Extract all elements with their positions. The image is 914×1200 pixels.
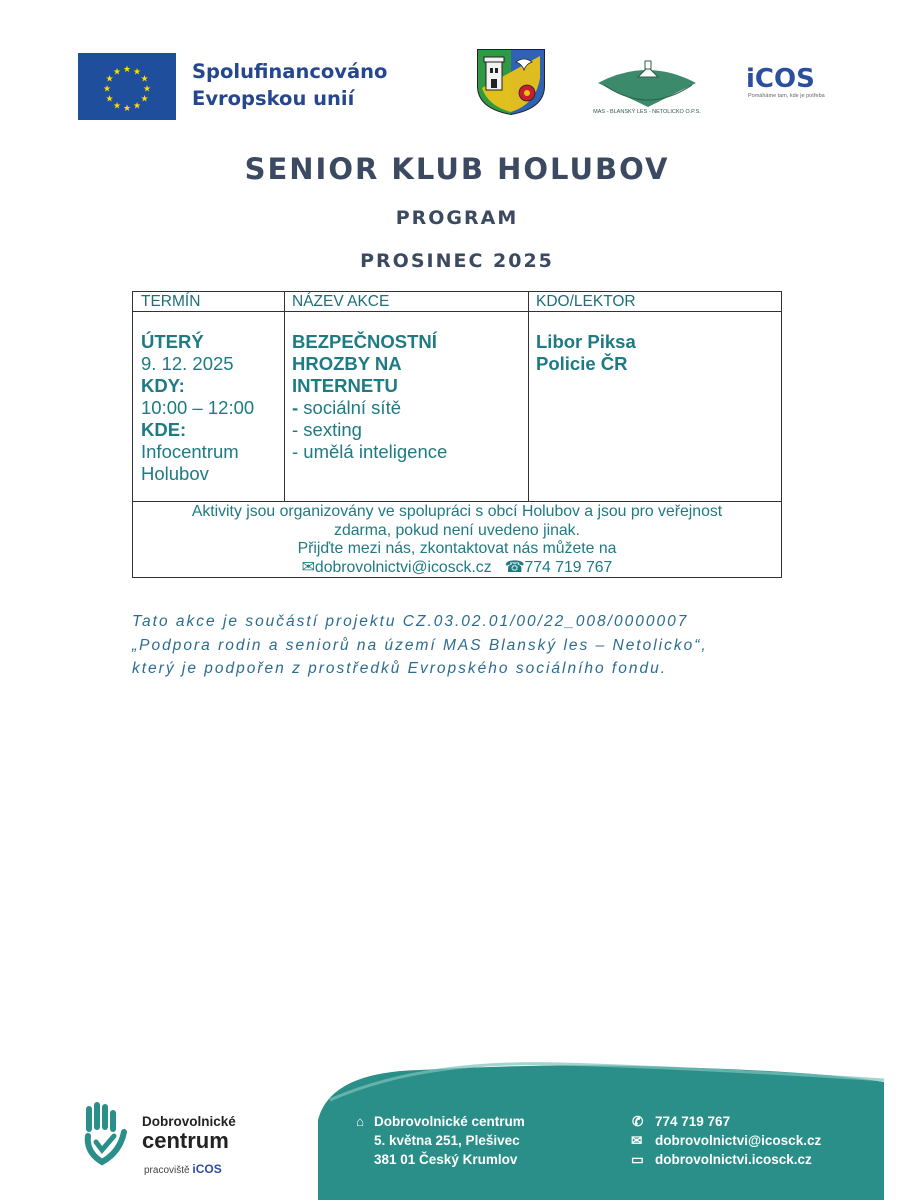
band-address-line2: 5. května 251, Plešivec	[374, 1133, 520, 1148]
event-topic-1-text: sociální sítě	[298, 397, 401, 418]
termin-place-line2: Holubov	[141, 463, 209, 484]
holubov-coat-of-arms	[476, 48, 546, 116]
home-icon: ⌂	[356, 1114, 365, 1129]
footer-line2: zdarma, pokud není uvedeno jinak.	[334, 521, 580, 539]
band-email[interactable]: dobrovolnictvi@icosck.cz	[655, 1133, 822, 1148]
page-title: SENIOR KLUB HOLUBOV	[244, 152, 670, 186]
termin-where-label: KDE:	[141, 419, 187, 440]
svg-text:★: ★	[132, 101, 142, 112]
svg-text:★: ★	[112, 67, 122, 78]
event-topic-3: - umělá inteligence	[292, 441, 448, 462]
band-address-line1: Dobrovolnické centrum	[374, 1114, 525, 1129]
dc-logo-line1: Dobrovolnické	[142, 1114, 236, 1129]
column-divider	[528, 292, 529, 502]
svg-text:★: ★	[112, 101, 122, 112]
project-note	[132, 610, 832, 681]
dc-logo-sub	[144, 1162, 222, 1176]
dc-logo-sub-text: pracoviště	[144, 1165, 190, 1176]
event-topic-1	[292, 397, 447, 419]
termin-time: 10:00 – 12:00	[141, 397, 255, 418]
eu-funding-line2: Evropskou unií	[192, 87, 355, 110]
dc-logo-sub-brand: iCOS	[192, 1162, 222, 1176]
svg-text:★: ★	[122, 104, 132, 114]
event-cell	[292, 331, 447, 463]
lecturer-org: Policie ČR	[536, 353, 628, 374]
program-month: PROSINEC 2025	[360, 250, 554, 272]
column-header-termin: TERMÍN	[141, 293, 201, 310]
project-note-line3: který je podpořen z prostředků Evropského sociálního fondu.	[132, 660, 668, 677]
event-topic-2: - sexting	[292, 419, 362, 440]
footer-row-divider	[133, 501, 781, 502]
svg-text:★: ★	[142, 84, 152, 95]
page-subtitle: PROGRAM	[395, 207, 519, 229]
event-name-line3: INTERNETU	[292, 375, 398, 396]
svg-text:★: ★	[140, 94, 149, 105]
eu-funding-line1: Spolufinancováno	[192, 60, 388, 83]
header-row-divider	[133, 311, 781, 312]
band-phone[interactable]: 774 719 767	[655, 1114, 731, 1129]
svg-text:★: ★	[140, 74, 149, 85]
phone-icon: ✆	[632, 1114, 644, 1129]
mail-icon: ✉	[631, 1133, 643, 1148]
dobrovolnicke-centrum-logo	[82, 1100, 262, 1180]
program-table	[132, 291, 782, 578]
lecturer-name: Libor Piksa	[536, 331, 636, 352]
band-address-line3: 381 01 Český Krumlov	[374, 1152, 518, 1167]
eu-flag-logo	[78, 53, 176, 120]
event-topic-1-dash: -	[292, 397, 299, 418]
web-icon: ▭	[631, 1152, 644, 1167]
termin-when-label: KDY:	[141, 375, 185, 396]
table-footer-note	[133, 503, 781, 577]
svg-text:★: ★	[105, 94, 114, 105]
dc-logo-line2: centrum	[142, 1128, 229, 1153]
hand-heart-icon	[82, 1102, 132, 1166]
footer-phone[interactable]: 774 719 767	[524, 558, 613, 576]
svg-text:★: ★	[122, 65, 132, 75]
envelope-icon: ✉	[301, 558, 315, 576]
eu-funding-text	[192, 58, 387, 112]
footer-line3: Přijďte mezi nás, zkontaktovat nás můžete na	[297, 540, 617, 557]
column-header-lecturer: KDO/LEKTOR	[536, 293, 636, 310]
event-name-line2: HROZBY NA	[292, 353, 402, 374]
mas-blansky-les-logo	[588, 55, 706, 117]
footer-email-link[interactable]: dobrovolnictvi@icosck.cz	[314, 558, 492, 576]
band-web[interactable]: dobrovolnictvi.icosck.cz	[655, 1152, 812, 1167]
footer-contact-line	[133, 559, 781, 578]
mas-logo-text: MAS - BLANSKÝ LES - NETOLICKO O.P.S.	[593, 109, 701, 115]
eu-stars-icon	[78, 53, 176, 120]
column-header-event: NÁZEV AKCE	[292, 293, 390, 310]
icos-logo-word: iCOS	[746, 64, 815, 94]
svg-text:★: ★	[105, 74, 114, 85]
project-note-line1: Tato akce je součástí projektu CZ.03.02.01/00/22_008/0000007	[132, 613, 689, 630]
termin-place-line1: Infocentrum	[141, 441, 239, 462]
lecturer-cell	[536, 331, 636, 375]
column-divider	[284, 292, 285, 502]
termin-cell	[141, 331, 254, 485]
svg-text:★: ★	[132, 67, 142, 78]
termin-date: 9. 12. 2025	[141, 353, 234, 374]
icos-tagline: Pomáháme tam, kde je potřeba	[748, 93, 825, 99]
telephone-icon: ☎	[504, 558, 525, 576]
event-name-line1: BEZPEČNOSTNÍ	[292, 331, 437, 352]
project-note-line2: „Podpora rodin a seniorů na území MAS Blanský les – Netolicko“,	[132, 636, 708, 654]
footer-line1: Aktivity jsou organizovány ve spolupráci s obcí Holubov a jsou pro veřejnost	[191, 503, 723, 520]
icos-logo	[746, 64, 834, 104]
termin-day: ÚTERÝ	[141, 331, 204, 352]
svg-text:★: ★	[102, 84, 112, 95]
